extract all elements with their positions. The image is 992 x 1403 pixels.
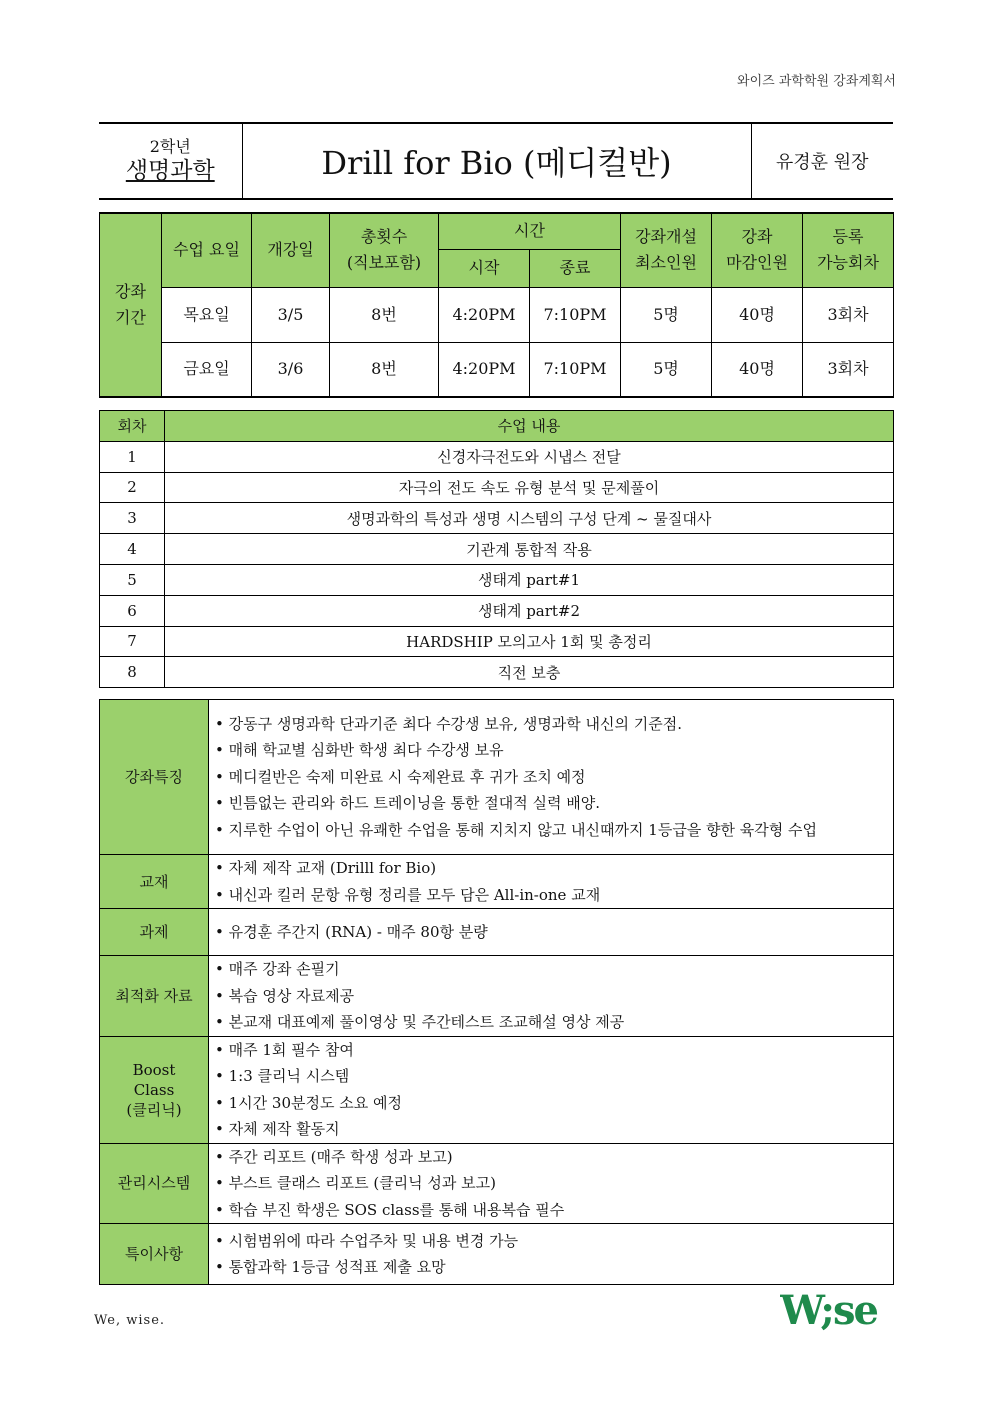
course-title-table — [99, 122, 893, 200]
schedule-table — [99, 212, 894, 398]
feature-content-homework: • 유경훈 주간지 (RNA) - 매주 80항 분량 — [209, 909, 894, 956]
footer-slogan: We, wise. — [94, 1313, 166, 1328]
curriculum-table — [99, 410, 894, 688]
feature-label-homework: 과제 — [100, 909, 209, 956]
feature-label-management: 관리시스템 — [100, 1143, 209, 1224]
curriculum-row: 8 직전 보충 — [100, 657, 894, 688]
feature-label-characteristics: 강좌특징 — [100, 700, 209, 855]
feature-content-boost-class: • 매주 1회 필수 참여 • 1:3 클리닉 시스템 • 1시간 30분정도 소요 예정 • 자체 제작 활동지 — [209, 1036, 894, 1143]
header-reg: 등록 가능회차 — [803, 213, 894, 287]
document-header-title: 와이즈 과학학원 강좌계획서 — [737, 74, 896, 89]
feature-label-boost-class: Boost Class (클리닉) — [100, 1036, 209, 1143]
header-time: 시간 — [439, 213, 621, 249]
header-start-date: 개강일 — [252, 213, 330, 287]
grade-subject-cell — [99, 123, 242, 199]
feature-content-management: • 주간 리포트 (매주 학생 성과 보고) • 부스트 클래스 리포트 (클리닉 성과 보고) • 학습 부진 학생은 SOS class를 통해 내용복습 필수 — [209, 1143, 894, 1224]
feature-content-characteristics: • 강동구 생명과학 단과기준 최다 수강생 보유, 생명과학 내신의 기준점. • 매해 학교별 심화반 학생 최다 수강생 보유 • 메디컬반은 숙제 미완료 시 숙제완료 후 귀가 조치 예정 • 빈틈없는 관리와 하드 트레이닝을 통한 절대적 실력 배양. • 지루한 수업이 아닌 유쾌한 수업을 통해 지치지 않고 내신때까지 1등급을 향한 육각형 수업 — [209, 700, 894, 855]
svg-text:W;se: W;se — [780, 1288, 877, 1332]
feature-content-notes: • 시험범위에 따라 수업주차 및 내용 변경 가능 • 통합과학 1등급 성적표 제출 요망 — [209, 1224, 894, 1285]
schedule-row: 목요일 3/5 8번 4:20PM 7:10PM 5명 40명 3회차 — [100, 287, 894, 342]
header-time-start: 시작 — [439, 249, 530, 287]
curriculum-row: 2 자극의 전도 속도 유형 분석 및 문제풀이 — [100, 472, 894, 503]
curriculum-header-no: 회차 — [100, 411, 165, 442]
header-time-end: 종료 — [530, 249, 621, 287]
header-day: 수업 요일 — [162, 213, 252, 287]
subject-label: 생명과학 — [125, 158, 215, 184]
schedule-row: 금요일 3/6 8번 4:20PM 7:10PM 5명 40명 3회차 — [100, 342, 894, 397]
curriculum-row: 1 신경자극전도와 시냅스 전달 — [100, 441, 894, 472]
schedule-side-label: 강좌 기간 — [100, 213, 162, 397]
feature-label-textbook: 교재 — [100, 855, 209, 909]
curriculum-row: 4 기관계 통합적 작용 — [100, 534, 894, 565]
curriculum-row: 6 생태계 part#2 — [100, 595, 894, 626]
curriculum-row: 7 HARDSHIP 모의고사 1회 및 총정리 — [100, 626, 894, 657]
curriculum-row: 5 생태계 part#1 — [100, 564, 894, 595]
feature-label-notes: 특이사항 — [100, 1224, 209, 1285]
feature-label-materials: 최적화 자료 — [100, 956, 209, 1037]
header-total: 총횟수 (직보포함) — [330, 213, 439, 287]
features-table — [99, 699, 894, 1285]
curriculum-header-content: 수업 내용 — [165, 411, 894, 442]
feature-content-textbook: • 자체 제작 교재 (Drilll for Bio) • 내신과 킬러 문항 유형 정리를 모두 담은 All-in-one 교재 — [209, 855, 894, 909]
curriculum-row: 3 생명과학의 특성과 생명 시스템의 구성 단계 ~ 물질대사 — [100, 503, 894, 534]
header-min: 강좌개설 최소인원 — [621, 213, 712, 287]
feature-content-materials: • 매주 강좌 손필기 • 복습 영상 자료제공 • 본교재 대표예제 풀이영상 및 주간테스트 조교해설 영상 제공 — [209, 956, 894, 1037]
header-max: 강좌 마감인원 — [712, 213, 803, 287]
grade-label: 2학년 — [149, 137, 191, 156]
teacher-name: 유경훈 원장 — [751, 123, 893, 199]
course-title: Drill for Bio (메디컬반) — [242, 123, 751, 199]
wise-logo — [780, 1288, 898, 1332]
